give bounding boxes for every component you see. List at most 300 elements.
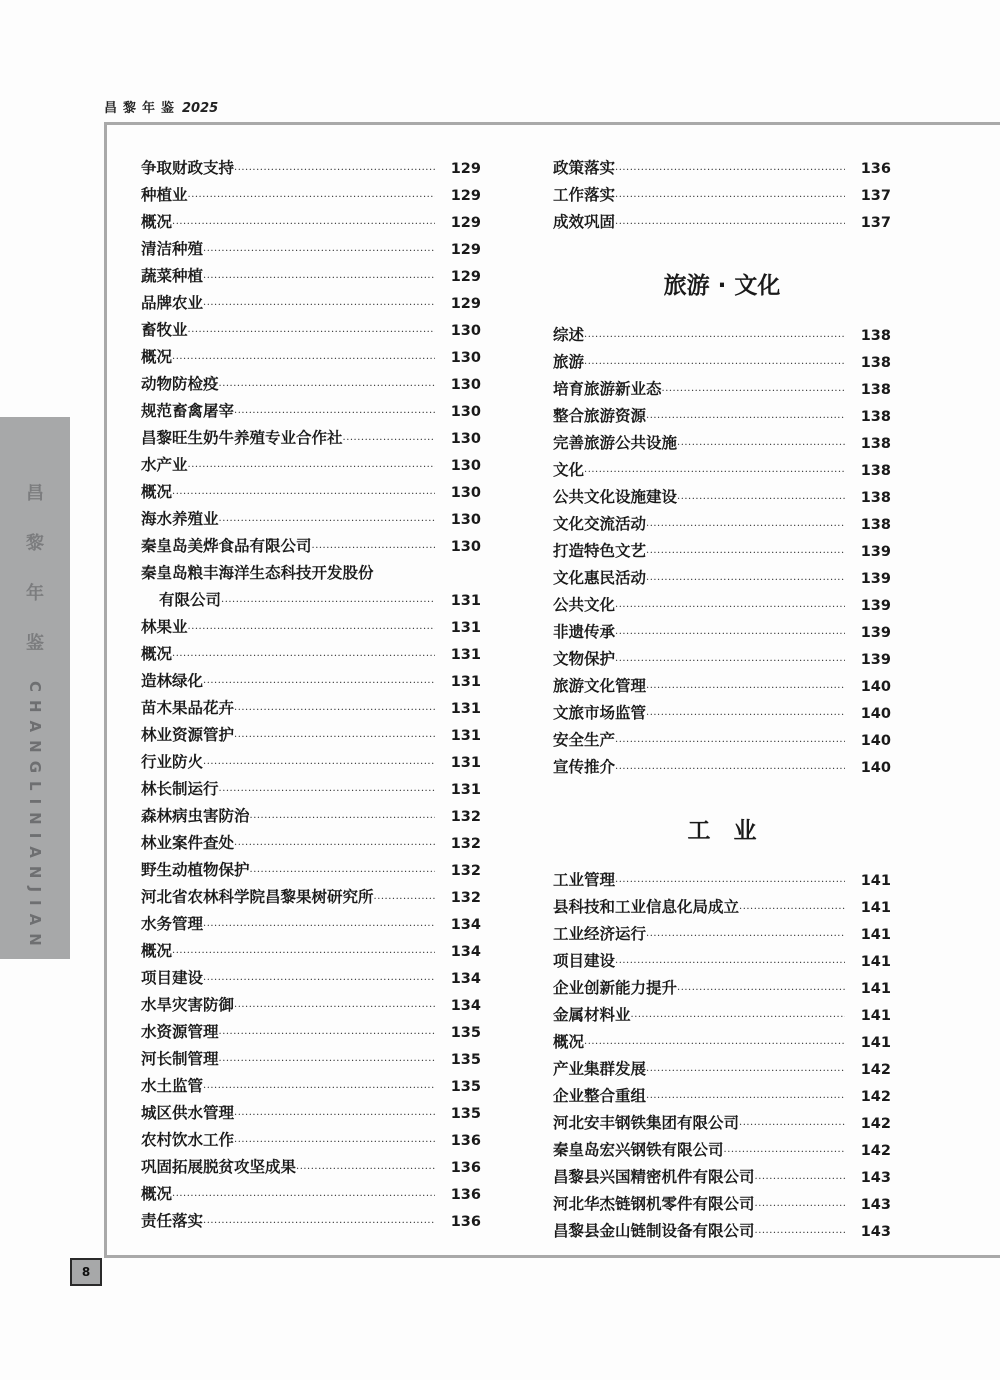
toc-entry[interactable]	[141, 210, 481, 237]
toc-entry-page: 134	[450, 944, 481, 960]
toc-entry[interactable]	[141, 1074, 481, 1101]
toc-entry-title: 昌黎旺生奶牛养殖专业合作社	[141, 428, 343, 447]
toc-entry-page: 130	[450, 350, 481, 366]
toc-entry-page: 129	[450, 161, 481, 177]
dot-leader	[584, 332, 845, 343]
toc-entry-title: 林业资源管护	[141, 725, 235, 744]
toc-entry-page: 135	[450, 1052, 481, 1068]
toc-entry[interactable]	[553, 458, 891, 485]
toc-entry-title: 工作落实	[553, 185, 616, 204]
toc-entry[interactable]	[141, 534, 481, 561]
dot-leader	[662, 386, 845, 397]
dot-leader	[234, 1002, 435, 1013]
toc-entry[interactable]	[141, 858, 481, 885]
toc-entry-title: 秦皇岛宏兴钢铁有限公司	[553, 1140, 724, 1159]
dot-leader	[615, 737, 845, 748]
toc-entry-title: 概况	[141, 482, 173, 501]
dot-leader	[615, 877, 845, 888]
dot-leader	[203, 759, 435, 770]
toc-entry-title: 有限公司	[159, 590, 222, 609]
toc-entry-title: 金属材料业	[553, 1005, 631, 1024]
toc-entry-title: 宣传推介	[553, 757, 616, 776]
toc-entry-page: 138	[860, 490, 891, 506]
toc-entry[interactable]	[141, 480, 481, 507]
toc-entry-title: 培育旅游新业态	[553, 379, 662, 398]
toc-entry[interactable]	[553, 620, 891, 647]
toc-entry-title: 企业创新能力提升	[553, 978, 678, 997]
toc-entry[interactable]	[553, 183, 891, 210]
side-tab-char: 黎	[26, 533, 44, 554]
toc-entry-page: 137	[860, 215, 891, 231]
toc-entry-title: 行业防火	[141, 752, 204, 771]
dot-leader	[646, 1066, 845, 1077]
toc-entry-page: 134	[450, 998, 481, 1014]
toc-entry[interactable]	[141, 1020, 481, 1047]
toc-entry[interactable]	[553, 895, 891, 922]
toc-entry-page: 129	[450, 215, 481, 231]
toc-entry[interactable]	[553, 350, 891, 377]
dot-leader	[615, 219, 845, 230]
toc-entry[interactable]	[553, 1192, 891, 1219]
toc-entry-title: 林果业	[141, 617, 188, 636]
toc-entry-page: 129	[450, 188, 481, 204]
toc-entry-title: 品牌农业	[141, 293, 204, 312]
toc-entry[interactable]	[141, 318, 481, 345]
toc-entry[interactable]	[141, 183, 481, 210]
dot-leader	[584, 1039, 845, 1050]
dot-leader	[584, 467, 845, 478]
toc-entry-title: 责任落实	[141, 1211, 204, 1230]
toc-entry-title: 造林绿化	[141, 671, 204, 690]
toc-entry[interactable]	[553, 1111, 891, 1138]
toc-entry[interactable]	[141, 561, 481, 588]
toc-entry-page: 130	[450, 377, 481, 393]
toc-entry-page: 140	[860, 760, 891, 776]
page-number: 8	[70, 1258, 102, 1286]
toc-entry[interactable]	[141, 696, 481, 723]
toc-entry-page: 141	[860, 900, 891, 916]
toc-entry-title: 公共文化	[553, 595, 616, 614]
toc-entry-page: 139	[860, 544, 891, 560]
running-head	[104, 97, 218, 116]
dot-leader	[188, 327, 435, 338]
toc-entry-page: 141	[860, 927, 891, 943]
toc-entry-title: 秦皇岛美烨食品有限公司	[141, 536, 312, 555]
dot-leader	[739, 904, 845, 915]
toc-left-column	[141, 156, 481, 1236]
toc-entry[interactable]	[141, 426, 481, 453]
toc-entry-page: 138	[860, 328, 891, 344]
toc-entry-page: 141	[860, 1008, 891, 1024]
toc-entry[interactable]	[553, 377, 891, 404]
dot-leader	[615, 764, 845, 775]
dot-leader	[374, 894, 435, 905]
toc-entry-title: 争取财政支持	[141, 158, 235, 177]
toc-entry-title: 完善旅游公共设施	[553, 433, 678, 452]
toc-entry[interactable]	[141, 939, 481, 966]
toc-entry-title: 整合旅游资源	[553, 406, 647, 425]
toc-entry[interactable]	[553, 566, 891, 593]
toc-entry-title: 概况	[141, 644, 173, 663]
toc-entry-page: 139	[860, 571, 891, 587]
dot-leader	[646, 548, 845, 559]
toc-entry[interactable]	[553, 593, 891, 620]
dot-leader	[615, 629, 845, 640]
dot-leader	[615, 602, 845, 613]
toc-entry[interactable]	[141, 777, 481, 804]
toc-entry-title: 非遗传承	[553, 622, 616, 641]
toc-entry-page: 130	[450, 431, 481, 447]
toc-entry[interactable]	[553, 1138, 891, 1165]
toc-entry[interactable]	[141, 1128, 481, 1155]
toc-entry-title: 打造特色文艺	[553, 541, 647, 560]
dot-leader	[755, 1201, 845, 1212]
toc-entry-page: 132	[450, 836, 481, 852]
toc-entry[interactable]	[141, 237, 481, 264]
toc-entry-page: 139	[860, 652, 891, 668]
toc-entry-page: 135	[450, 1025, 481, 1041]
toc-entry-page: 131	[450, 755, 481, 771]
toc-entry-page: 136	[450, 1187, 481, 1203]
dot-leader	[343, 435, 435, 446]
toc-entry-title: 水资源管理	[141, 1022, 219, 1041]
toc-entry-title: 项目建设	[141, 968, 204, 987]
toc-entry[interactable]	[553, 701, 891, 728]
dot-leader	[234, 1110, 435, 1121]
dot-leader	[203, 273, 435, 284]
toc-entry[interactable]	[141, 399, 481, 426]
toc-entry[interactable]	[141, 831, 481, 858]
toc-entry-page: 136	[860, 161, 891, 177]
dot-leader	[646, 575, 845, 586]
toc-entry-page: 138	[860, 355, 891, 371]
toc-entry-title: 概况	[141, 941, 173, 960]
dot-leader	[203, 1218, 435, 1229]
toc-entry[interactable]	[553, 512, 891, 539]
toc-entry[interactable]	[141, 345, 481, 372]
dot-leader	[188, 462, 435, 473]
dot-leader	[646, 413, 845, 424]
dot-leader	[172, 489, 435, 500]
toc-entry[interactable]	[553, 755, 891, 782]
toc-entry-title: 水务管理	[141, 914, 204, 933]
toc-entry-title: 秦皇岛粮丰海洋生态科技开发股份	[141, 563, 374, 582]
toc-entry[interactable]	[141, 156, 481, 183]
dot-leader	[646, 683, 845, 694]
toc-entry-title: 综述	[553, 325, 585, 344]
toc-entry[interactable]	[141, 993, 481, 1020]
toc-entry[interactable]	[553, 1057, 891, 1084]
toc-entry[interactable]	[141, 588, 481, 615]
toc-entry-page: 132	[450, 809, 481, 825]
toc-entry-page: 135	[450, 1106, 481, 1122]
toc-entry-title: 种植业	[141, 185, 188, 204]
dot-leader	[646, 521, 845, 532]
dot-leader	[172, 948, 435, 959]
toc-entry[interactable]	[141, 669, 481, 696]
toc-entry-page: 130	[450, 404, 481, 420]
toc-entry-title: 清洁种殖	[141, 239, 204, 258]
toc-entry-page: 130	[450, 512, 481, 528]
side-tab-char: 鉴	[26, 633, 44, 654]
toc-entry-page: 134	[450, 917, 481, 933]
toc-entry-page: 139	[860, 625, 891, 641]
toc-entry-title: 城区供水管理	[141, 1103, 235, 1122]
toc-entry[interactable]	[141, 804, 481, 831]
toc-entry-title: 畜牧业	[141, 320, 188, 339]
toc-entry-page: 132	[450, 890, 481, 906]
toc-entry[interactable]	[141, 264, 481, 291]
toc-entry-page: 142	[860, 1062, 891, 1078]
toc-entry[interactable]	[141, 912, 481, 939]
toc-entry-title: 政策落实	[553, 158, 616, 177]
toc-entry[interactable]	[141, 615, 481, 642]
toc-entry-title: 旅游	[553, 352, 585, 371]
toc-entry-title: 文化交流活动	[553, 514, 647, 533]
dot-leader	[234, 705, 435, 716]
toc-entry[interactable]	[141, 750, 481, 777]
toc-entry-page: 143	[860, 1170, 891, 1186]
toc-entry-title: 文化惠民活动	[553, 568, 647, 587]
dot-leader	[203, 678, 435, 689]
dot-leader	[677, 440, 845, 451]
dot-leader	[188, 192, 435, 203]
dot-leader	[172, 219, 435, 230]
toc-entry[interactable]	[553, 156, 891, 183]
toc-entry-page: 130	[450, 485, 481, 501]
toc-entry-page: 131	[450, 728, 481, 744]
toc-entry-page: 141	[860, 1035, 891, 1051]
toc-entry-title: 旅游文化管理	[553, 676, 647, 695]
dot-leader	[646, 931, 845, 942]
frame-left-rule	[104, 122, 107, 1258]
dot-leader	[646, 1093, 845, 1104]
toc-entry[interactable]	[141, 966, 481, 993]
toc-entry[interactable]	[553, 210, 891, 237]
toc-entry-page: 138	[860, 517, 891, 533]
dot-leader	[219, 786, 435, 797]
dot-leader	[739, 1120, 845, 1131]
toc-entry[interactable]	[553, 404, 891, 431]
toc-entry[interactable]	[141, 1182, 481, 1209]
dot-leader	[724, 1147, 845, 1158]
toc-entry[interactable]	[553, 868, 891, 895]
dot-leader	[203, 975, 435, 986]
toc-entry[interactable]	[553, 976, 891, 1003]
toc-entry-title: 昌黎县金山链制设备有限公司	[553, 1221, 755, 1240]
toc-entry-title: 蔬菜种植	[141, 266, 204, 285]
dot-leader	[755, 1228, 845, 1239]
toc-entry[interactable]	[141, 885, 481, 912]
toc-entry[interactable]	[553, 1003, 891, 1030]
toc-entry[interactable]	[553, 431, 891, 458]
toc-entry[interactable]	[553, 949, 891, 976]
dot-leader	[188, 624, 435, 635]
toc-entry-title: 海水养殖业	[141, 509, 219, 528]
toc-entry-page: 130	[450, 539, 481, 555]
toc-entry[interactable]	[141, 291, 481, 318]
toc-entry-title: 动物防检疫	[141, 374, 219, 393]
toc-entry-title: 产业集群发展	[553, 1059, 647, 1078]
dot-leader	[615, 958, 845, 969]
toc-entry-title: 概况	[141, 1184, 173, 1203]
toc-entry-title: 河北省农林科学院昌黎果树研究所	[141, 887, 374, 906]
dot-leader	[584, 359, 845, 370]
side-tab-pinyin: CHANGLINIANJIAN	[26, 681, 44, 954]
toc-entry-page: 131	[450, 647, 481, 663]
toc-entry-page: 131	[450, 620, 481, 636]
dot-leader	[312, 543, 435, 554]
toc-entry[interactable]	[553, 1165, 891, 1192]
toc-entry[interactable]	[553, 323, 891, 350]
toc-entry-page: 135	[450, 1079, 481, 1095]
toc-entry-title: 文旅市场监管	[553, 703, 647, 722]
side-tab-char: 年	[26, 583, 44, 604]
side-tab	[0, 417, 70, 959]
toc-entry-page: 130	[450, 323, 481, 339]
dot-leader	[203, 1083, 435, 1094]
toc-entry[interactable]	[553, 922, 891, 949]
dot-leader	[615, 656, 845, 667]
toc-entry-page: 129	[450, 242, 481, 258]
dot-leader	[221, 597, 435, 608]
dot-leader	[172, 651, 435, 662]
running-head-title: 昌黎年鉴	[104, 101, 181, 116]
toc-entry-page: 141	[860, 981, 891, 997]
toc-entry-page: 131	[450, 701, 481, 717]
toc-entry-title: 河北安丰钢铁集团有限公司	[553, 1113, 740, 1132]
toc-entry[interactable]	[141, 1101, 481, 1128]
toc-entry-title: 苗木果品花卉	[141, 698, 235, 717]
frame-bottom-rule	[104, 1255, 1000, 1258]
dot-leader	[234, 408, 435, 419]
toc-entry[interactable]	[553, 728, 891, 755]
dot-leader	[219, 1029, 435, 1040]
toc-entry-title: 概况	[553, 1032, 585, 1051]
toc-entry[interactable]	[141, 642, 481, 669]
toc-entry[interactable]	[553, 1084, 891, 1111]
toc-entry-title: 规范畜禽屠宰	[141, 401, 235, 420]
dot-leader	[219, 1056, 435, 1067]
toc-entry-page: 141	[860, 873, 891, 889]
toc-entry-page: 138	[860, 382, 891, 398]
toc-entry-title: 昌黎县兴国精密机件有限公司	[553, 1167, 755, 1186]
toc-entry[interactable]	[141, 723, 481, 750]
toc-entry-page: 143	[860, 1197, 891, 1213]
dot-leader	[677, 985, 845, 996]
toc-entry-title: 项目建设	[553, 951, 616, 970]
dot-leader	[203, 300, 435, 311]
toc-entry-page: 138	[860, 409, 891, 425]
toc-entry-page: 141	[860, 954, 891, 970]
toc-entry-title: 林长制运行	[141, 779, 219, 798]
toc-entry[interactable]	[553, 674, 891, 701]
dot-leader	[234, 732, 435, 743]
toc-entry-page: 142	[860, 1143, 891, 1159]
toc-entry-title: 公共文化设施建设	[553, 487, 678, 506]
toc-entry[interactable]	[553, 647, 891, 674]
section-heading-tourism-culture: 旅游 · 文化	[663, 273, 781, 299]
dot-leader	[755, 1174, 845, 1185]
toc-entry-title: 安全生产	[553, 730, 616, 749]
toc-entry-page: 136	[450, 1214, 481, 1230]
dot-leader	[250, 813, 435, 824]
toc-entry-page: 140	[860, 733, 891, 749]
toc-entry[interactable]	[553, 539, 891, 566]
toc-entry-page: 140	[860, 706, 891, 722]
toc-entry-title: 水产业	[141, 455, 188, 474]
toc-entry-title: 工业经济运行	[553, 924, 647, 943]
dot-leader	[250, 867, 435, 878]
side-tab-char: 昌	[26, 483, 44, 504]
toc-entry-title: 文物保护	[553, 649, 616, 668]
toc-entry[interactable]	[141, 453, 481, 480]
dot-leader	[234, 840, 435, 851]
dot-leader	[203, 246, 435, 257]
dot-leader	[631, 1012, 845, 1023]
toc-entry[interactable]	[553, 1030, 891, 1057]
toc-entry-page: 132	[450, 863, 481, 879]
dot-leader	[203, 921, 435, 932]
toc-entry-page: 131	[450, 674, 481, 690]
toc-entry-page: 129	[450, 296, 481, 312]
toc-entry-page: 136	[450, 1133, 481, 1149]
dot-leader	[677, 494, 845, 505]
toc-entry-title: 概况	[141, 212, 173, 231]
toc-entry-page: 139	[860, 598, 891, 614]
toc-entry-title: 企业整合重组	[553, 1086, 647, 1105]
toc-entry-title: 县科技和工业信息化局成立	[553, 897, 740, 916]
toc-entry-title: 林业案件查处	[141, 833, 235, 852]
toc-entry-title: 文化	[553, 460, 585, 479]
toc-entry-page: 138	[860, 463, 891, 479]
toc-entry-page: 129	[450, 269, 481, 285]
toc-entry-page: 131	[450, 782, 481, 798]
section-heading-industry: 工 业	[687, 818, 757, 844]
toc-entry-page: 142	[860, 1116, 891, 1132]
toc-entry-page: 137	[860, 188, 891, 204]
toc-entry[interactable]	[141, 1155, 481, 1182]
dot-leader	[219, 381, 435, 392]
toc-entry[interactable]	[553, 485, 891, 512]
toc-entry-title: 水土监管	[141, 1076, 204, 1095]
toc-entry[interactable]	[141, 372, 481, 399]
toc-entry-title: 工业管理	[553, 870, 616, 889]
toc-entry-page: 130	[450, 458, 481, 474]
toc-entry[interactable]	[141, 1047, 481, 1074]
dot-leader	[296, 1164, 435, 1175]
toc-entry-page: 142	[860, 1089, 891, 1105]
toc-entry-title: 河长制管理	[141, 1049, 219, 1068]
dot-leader	[615, 165, 845, 176]
toc-entry-page: 138	[860, 436, 891, 452]
toc-entry-page: 136	[450, 1160, 481, 1176]
toc-entry[interactable]	[553, 1219, 891, 1246]
dot-leader	[219, 516, 435, 527]
dot-leader	[615, 192, 845, 203]
toc-entry-page: 134	[450, 971, 481, 987]
toc-entry[interactable]	[141, 507, 481, 534]
dot-leader	[172, 1191, 435, 1202]
toc-entry-title: 河北华杰链钢机零件有限公司	[553, 1194, 755, 1213]
toc-entry[interactable]	[141, 1209, 481, 1236]
toc-entry-title: 概况	[141, 347, 173, 366]
frame-top-rule	[105, 122, 1000, 125]
toc-entry-title: 农村饮水工作	[141, 1130, 235, 1149]
toc-entry-title: 水旱灾害防御	[141, 995, 235, 1014]
toc-entry-title: 野生动植物保护	[141, 860, 250, 879]
toc-entry-title: 巩固拓展脱贫攻坚成果	[141, 1157, 297, 1176]
